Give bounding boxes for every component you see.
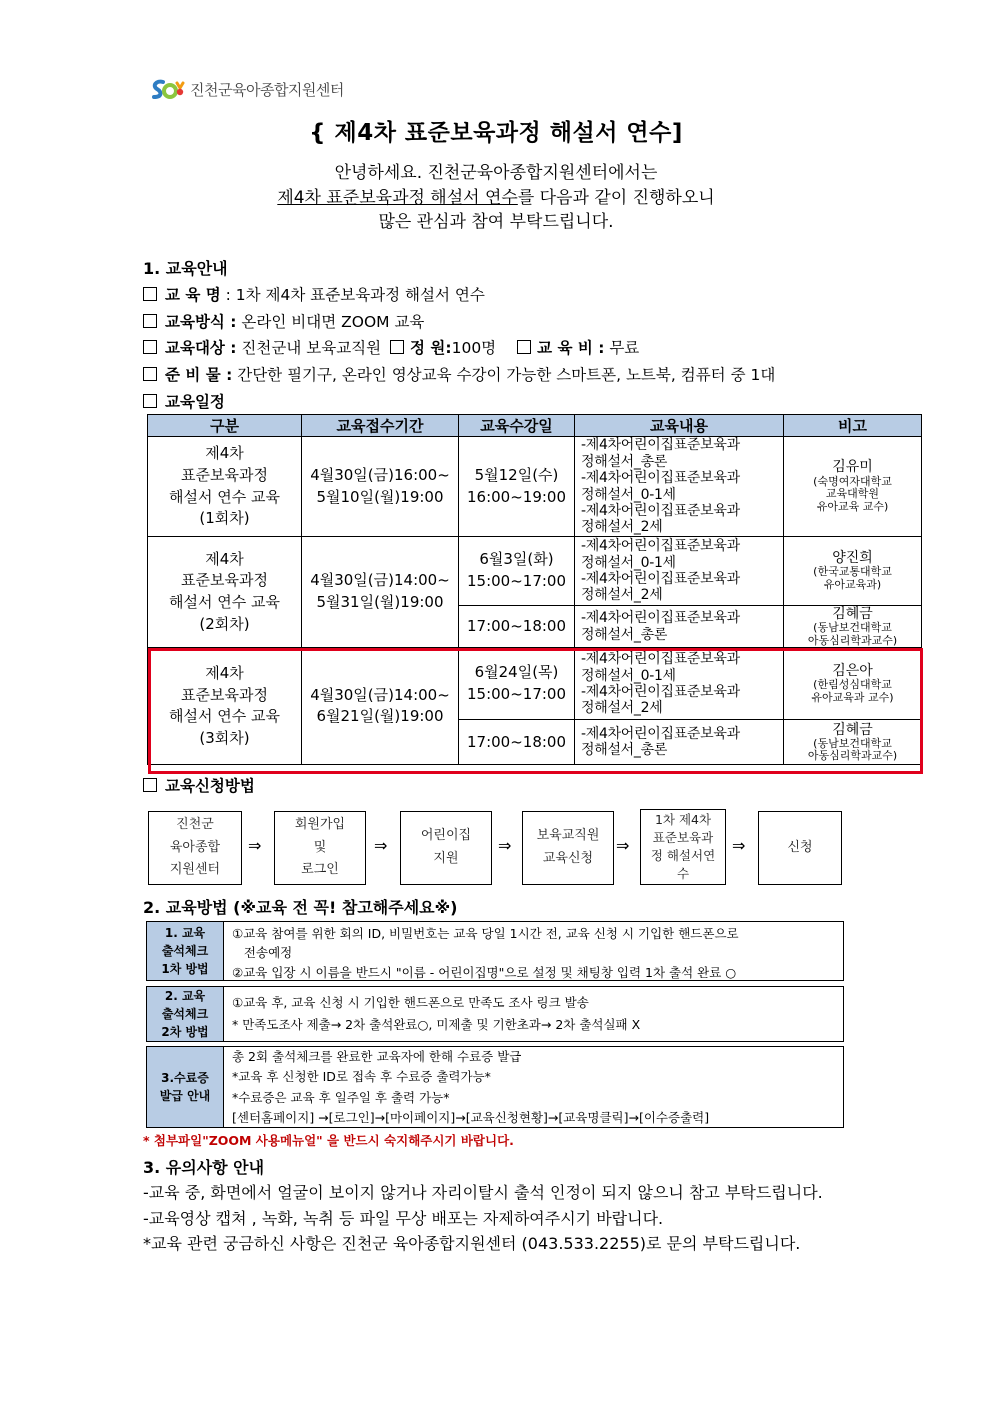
section-1-heading: 1. 교육안내 [143, 259, 228, 278]
section-2-heading: 2. 교육방법 (※교육 전 꼭! 참고해주세요※) [143, 898, 458, 917]
content-cell: -제4차어린이집표준보육과 정해설서_0-1세 -제4차어린이집표준보육과 정해설서_2세 [575, 537, 784, 606]
schedule-label: 교육일정 [165, 393, 225, 411]
content-cell: -제4차어린이집표준보육과 정해설서_총론 -제4차어린이집표준보육과 정해설서_0-1세 -제4차어린이집표준보육과 정해설서_2세 [575, 437, 784, 537]
date-cell: 17:00~18:00 [459, 720, 575, 765]
date-cell: 6월3일(화) 15:00~17:00 [459, 537, 575, 606]
flow-arrow-icon: ⇒ [616, 836, 630, 855]
intro-line-2-rest: 를 다음과 같이 진행하오니 [517, 188, 715, 208]
checkbox-icon [143, 340, 157, 354]
info-value: 진천군내 보육교직원 [236, 339, 387, 357]
highlight-box [148, 648, 923, 774]
info-schedule-label [143, 390, 225, 412]
table-row [148, 537, 922, 606]
lecturer-name: 김유미 [832, 459, 873, 476]
flow-arrow-icon: ⇒ [248, 836, 262, 855]
flow-step: 보육교직원 교육신청 [522, 811, 614, 885]
intro-line-2 [0, 183, 992, 208]
table-header-row [148, 415, 922, 437]
round-name-cell: 제4차 표준보육과정 해설서 연수 교육 (2회차) [148, 537, 302, 648]
logo-mark-icon [150, 76, 186, 102]
lecturer-cell: 김혜금 (동남보건대학교 아동심리학과교수) [784, 606, 922, 648]
method-label: 1. 교육 출석체크 1차 방법 [147, 922, 224, 980]
lecturer-cell: 김은아 (한림성심대학교 유아교육과 교수) [784, 648, 922, 720]
info-target [143, 336, 639, 358]
quota-label: 정 원: [410, 339, 452, 357]
method-body: 총 2회 출석체크를 완료한 교육자에 한해 수료증 발급 *교육 후 신청한 ID로 접속 후 수료증 출력가능* *수료증은 교육 후 일주일 후 출력 가능* [센터홈페이지] →[로그인]→[마이페이지]→[교육신청현황]→[교육명클릭]→[이수증출력] [232, 1049, 710, 1125]
flow-arrow-icon: ⇒ [498, 836, 512, 855]
period-cell: 4월30일(금)16:00~ 5월10일(월)19:00 [302, 437, 459, 537]
column-header: 구분 [148, 415, 302, 437]
info-value: 간단한 필기구, 온라인 영상교육 수강이 가능한 스마트폰, 노트북, 컴퓨터 중 1대 [232, 366, 776, 384]
info-apply-label [143, 774, 255, 796]
info-method [143, 310, 424, 332]
method-block [146, 1046, 844, 1128]
date-cell: 17:00~18:00 [459, 606, 575, 648]
info-label: 준 비 물 : [165, 366, 233, 384]
logo-text: 진천군육아종합지원센터 [190, 80, 344, 99]
apply-label: 교육신청방법 [165, 777, 255, 795]
period-cell: 4월30일(금)14:00~ 5월31일(월)19:00 [302, 537, 459, 648]
round-name-cell: 제4차 표준보육과정 해설서 연수 교육 (1회차) [148, 437, 302, 537]
column-header: 비고 [784, 415, 922, 437]
method-label: 3.수료증 발급 안내 [147, 1047, 224, 1127]
fee-label: 교 육 비 : [537, 339, 605, 357]
checkbox-icon [143, 367, 157, 381]
date-cell: 6월24일(목) 15:00~17:00 [459, 648, 575, 720]
table-row [148, 437, 922, 537]
column-header: 교육수강일 [459, 415, 575, 437]
period-cell: 4월30일(금)14:00~ 6월21일(월)19:00 [302, 648, 459, 765]
method-label: 2. 교육 출석체크 2차 방법 [147, 987, 224, 1041]
info-value: 온라인 비대면 ZOOM 교육 [236, 313, 425, 331]
column-header: 교육내용 [575, 415, 784, 437]
caution-text [143, 1180, 903, 1257]
flow-arrow-icon: ⇒ [374, 836, 388, 855]
content-cell: -제4차어린이집표준보육과 정해설서_0-1세 -제4차어린이집표준보육과 정해설서_2세 [575, 648, 784, 720]
info-label: 교육대상 : [165, 339, 237, 357]
date-cell: 5월12일(수) 16:00~19:00 [459, 437, 575, 537]
lecturer-name: 양진희 [832, 550, 873, 567]
method-block [146, 986, 844, 1042]
fee-value: 무료 [604, 339, 640, 357]
flow-step: 어린이집 지원 [400, 811, 492, 885]
center-logo [150, 76, 344, 102]
round-name-cell: 제4차 표준보육과정 해설서 연수 교육 (3회차) [148, 648, 302, 765]
flow-arrow-icon: ⇒ [732, 836, 746, 855]
intro-highlight: 제4차 표준보육과정 해설서 연수 [277, 188, 518, 208]
checkbox-icon [517, 340, 531, 354]
method-body: ①교육 후, 교육 신청 시 기입한 핸드폰으로 만족도 조사 링크 발송 * 만족도조사 제출→ 2차 출석완료○, 미제출 및 기한초과→ 2차 출석실패 X [232, 995, 641, 1032]
content-cell: -제4차어린이집표준보육과 정해설서_총론 [575, 720, 784, 765]
checkbox-icon [143, 314, 157, 328]
method-block [146, 921, 844, 981]
checkbox-icon [143, 287, 157, 301]
intro-line-1: 안녕하세요. 진천군육아종합지원센터에서는 [334, 163, 658, 183]
checkbox-icon [143, 394, 157, 408]
content-cell: -제4차어린이집표준보육과 정해설서_총론 [575, 606, 784, 648]
checkbox-icon [143, 778, 157, 792]
method-body: ①교육 참여를 위한 회의 ID, 비밀번호는 교육 당일 1시간 전, 교육 신청 시 기입한 핸드폰으로 전송예정 ②교육 입장 시 이름을 반드시 "이름 - 어린이집명"으로 설정 및 채팅창 입력 1차 출석 완료 ○ [232, 926, 739, 980]
lecturer-cell: 김유미 (숙명여자대학교 교육대학원 유아교육 교수) [784, 437, 922, 537]
flow-step: 진천군 육아종합 지원센터 [148, 811, 242, 885]
caution-line: *교육 관련 궁금하신 사항은 진천군 육아종합지원센터 (043.533.2255)로 문의 부탁드립니다. [143, 1234, 801, 1254]
lecturer-cell: 김혜금 (동남보건대학교 아동심리학과교수) [784, 720, 922, 765]
caution-line: -교육영상 캡쳐 , 녹화, 녹취 등 파일 무상 배포는 자제하여주시기 바랍니다. [143, 1208, 664, 1228]
info-value: : 1차 제4차 표준보육과정 해설서 연수 [220, 286, 485, 304]
flow-step: 신청 [758, 811, 842, 885]
page-title: { 제4차 표준보육과정 해설서 연수] [309, 120, 683, 146]
lecturer-name: 김혜금 [832, 721, 873, 738]
lecturer-cell: 양진희 (한국교통대학교 유아교육과) [784, 537, 922, 606]
zoom-manual-notice: * 첨부파일"ZOOM 사용메뉴얼" 을 반드시 숙지해주시기 바랍니다. [143, 1133, 514, 1148]
lecturer-name: 김은아 [832, 663, 873, 680]
checkbox-icon [390, 340, 404, 354]
flow-step: 1차 제4차 표준보육과 정 해설서연 수 [640, 809, 726, 885]
info-label: 교 육 명 [165, 286, 221, 304]
info-label: 교육방식 : [165, 313, 237, 331]
caution-line: -교육 중, 화면에서 얼굴이 보이지 않거나 자리이탈시 출석 인정이 되지 않으니 참고 부탁드립니다. [143, 1183, 823, 1202]
intro-line-3: 많은 관심과 참여 부탁드립니다. [378, 212, 614, 232]
flow-step: 회원가입 및 로그인 [274, 811, 366, 885]
column-header: 교육접수기간 [302, 415, 459, 437]
info-course-name [143, 283, 485, 305]
info-materials [143, 363, 775, 385]
section-3-heading: 3. 유의사항 안내 [143, 1158, 265, 1177]
quota-value: 100명 [451, 339, 497, 357]
lecturer-name: 김혜금 [832, 606, 873, 622]
